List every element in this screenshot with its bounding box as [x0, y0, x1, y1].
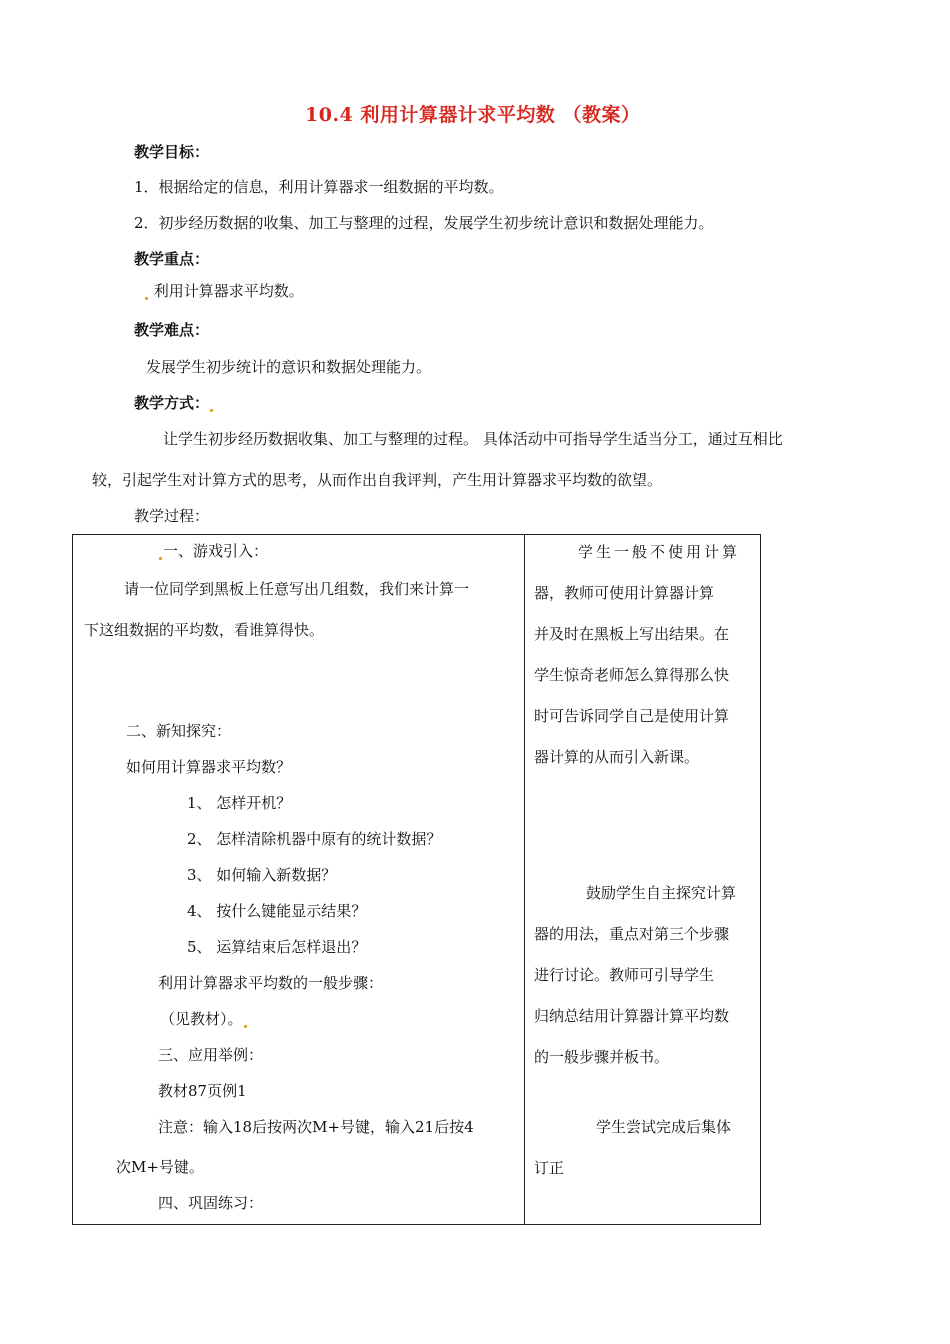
method-heading-wrap	[134, 392, 214, 413]
note-a-line-2: 器，教师可使用计算器计算	[534, 584, 715, 602]
method-line-2: 较，引起学生对计算方式的思考，从而作出自我评判，产生用计算器求平均数的欲望。	[92, 471, 663, 489]
objective-item-1: 1．根据给定的信息，利用计算器求一组数据的平均数。	[134, 178, 504, 196]
section-3-example: 教材87页例1	[158, 1082, 247, 1100]
key-point-text: 利用计算器求平均数。	[153, 282, 304, 300]
marker-dot	[159, 557, 162, 560]
section-3-note-line-2: 次M+号键。	[116, 1158, 204, 1176]
note-b-line-5: 的一般步骤并板书。	[534, 1048, 670, 1066]
objectives-heading: 教学目标：	[134, 143, 210, 161]
section-1-line-2: 下这组数据的平均数，看谁算得快。	[84, 621, 325, 639]
note-c-line-2: 订正	[534, 1159, 565, 1177]
note-b-line-2: 器的用法，重点对第三个步骤	[534, 925, 730, 943]
marker-dot	[244, 1025, 247, 1028]
marker-dot	[145, 297, 148, 300]
section-2-question: 如何用计算器求平均数？	[126, 758, 292, 776]
section-2-title: 二、新知探究：	[126, 722, 232, 740]
key-point-text-wrap	[144, 280, 304, 301]
difficulty-text: 发展学生初步统计的意识和数据处理能力。	[146, 358, 432, 376]
step-5: 5、 运算结束后怎样退出？	[187, 938, 367, 956]
page-title: 10.4 利用计算器计求平均数 （教案）	[305, 104, 641, 126]
section-1-title: 一、游戏引入：	[163, 542, 269, 560]
key-point-heading: 教学重点：	[134, 250, 210, 268]
note-a-line-6: 器计算的从而引入新课。	[534, 748, 700, 766]
note-a-line-3: 并及时在黑板上写出结果。在	[534, 625, 730, 643]
method-heading: 教学方式：	[134, 394, 210, 412]
section-1-line-1: 请一位同学到黑板上任意写出几组数，我们来计算一	[124, 580, 470, 598]
section-3-note-line-1: 注意：输入18后按两次M+号键，输入21后按4	[158, 1118, 474, 1136]
objective-item-2: 2．初步经历数据的收集、加工与整理的过程，发展学生初步统计意识和数据处理能力。	[134, 214, 714, 232]
note-a-line-1: 学生一般不使用计算	[578, 543, 741, 561]
s2-ref-wrap	[160, 1008, 248, 1029]
method-line-1: 让学生初步经历数据收集、加工与整理的过程。 具体活动中可指导学生适当分工，通过互相比	[163, 430, 783, 448]
difficulty-heading: 教学难点：	[134, 321, 210, 339]
step-2: 2、 怎样清除机器中原有的统计数据？	[187, 830, 442, 848]
process-heading: 教学过程：	[134, 507, 210, 525]
note-b-line-4: 归纳总结用计算器计算平均数	[534, 1007, 730, 1025]
section-3-title: 三、应用举例：	[158, 1046, 264, 1064]
note-b-line-3: 进行讨论。教师可引导学生	[534, 966, 715, 984]
section-4-title: 四、巩固练习：	[158, 1194, 264, 1212]
marker-dot	[210, 409, 213, 412]
section-2-reference: （见教材）。	[160, 1010, 243, 1028]
step-4: 4、 按什么键能显示结果？	[187, 902, 367, 920]
note-a-line-5: 时可告诉同学自己是使用计算	[534, 707, 730, 725]
s1-title-wrap	[158, 540, 268, 561]
step-3: 3、 如何输入新数据？	[187, 866, 337, 884]
section-2-summary: 利用计算器求平均数的一般步骤：	[158, 974, 384, 992]
note-c-line-1: 学生尝试完成后集体	[596, 1118, 732, 1136]
table-column-divider	[524, 534, 525, 1225]
step-1: 1、 怎样开机？	[187, 794, 292, 812]
note-a-line-4: 学生惊奇老师怎么算得那么快	[534, 666, 730, 684]
note-b-line-1: 鼓励学生自主探究计算	[586, 884, 737, 902]
